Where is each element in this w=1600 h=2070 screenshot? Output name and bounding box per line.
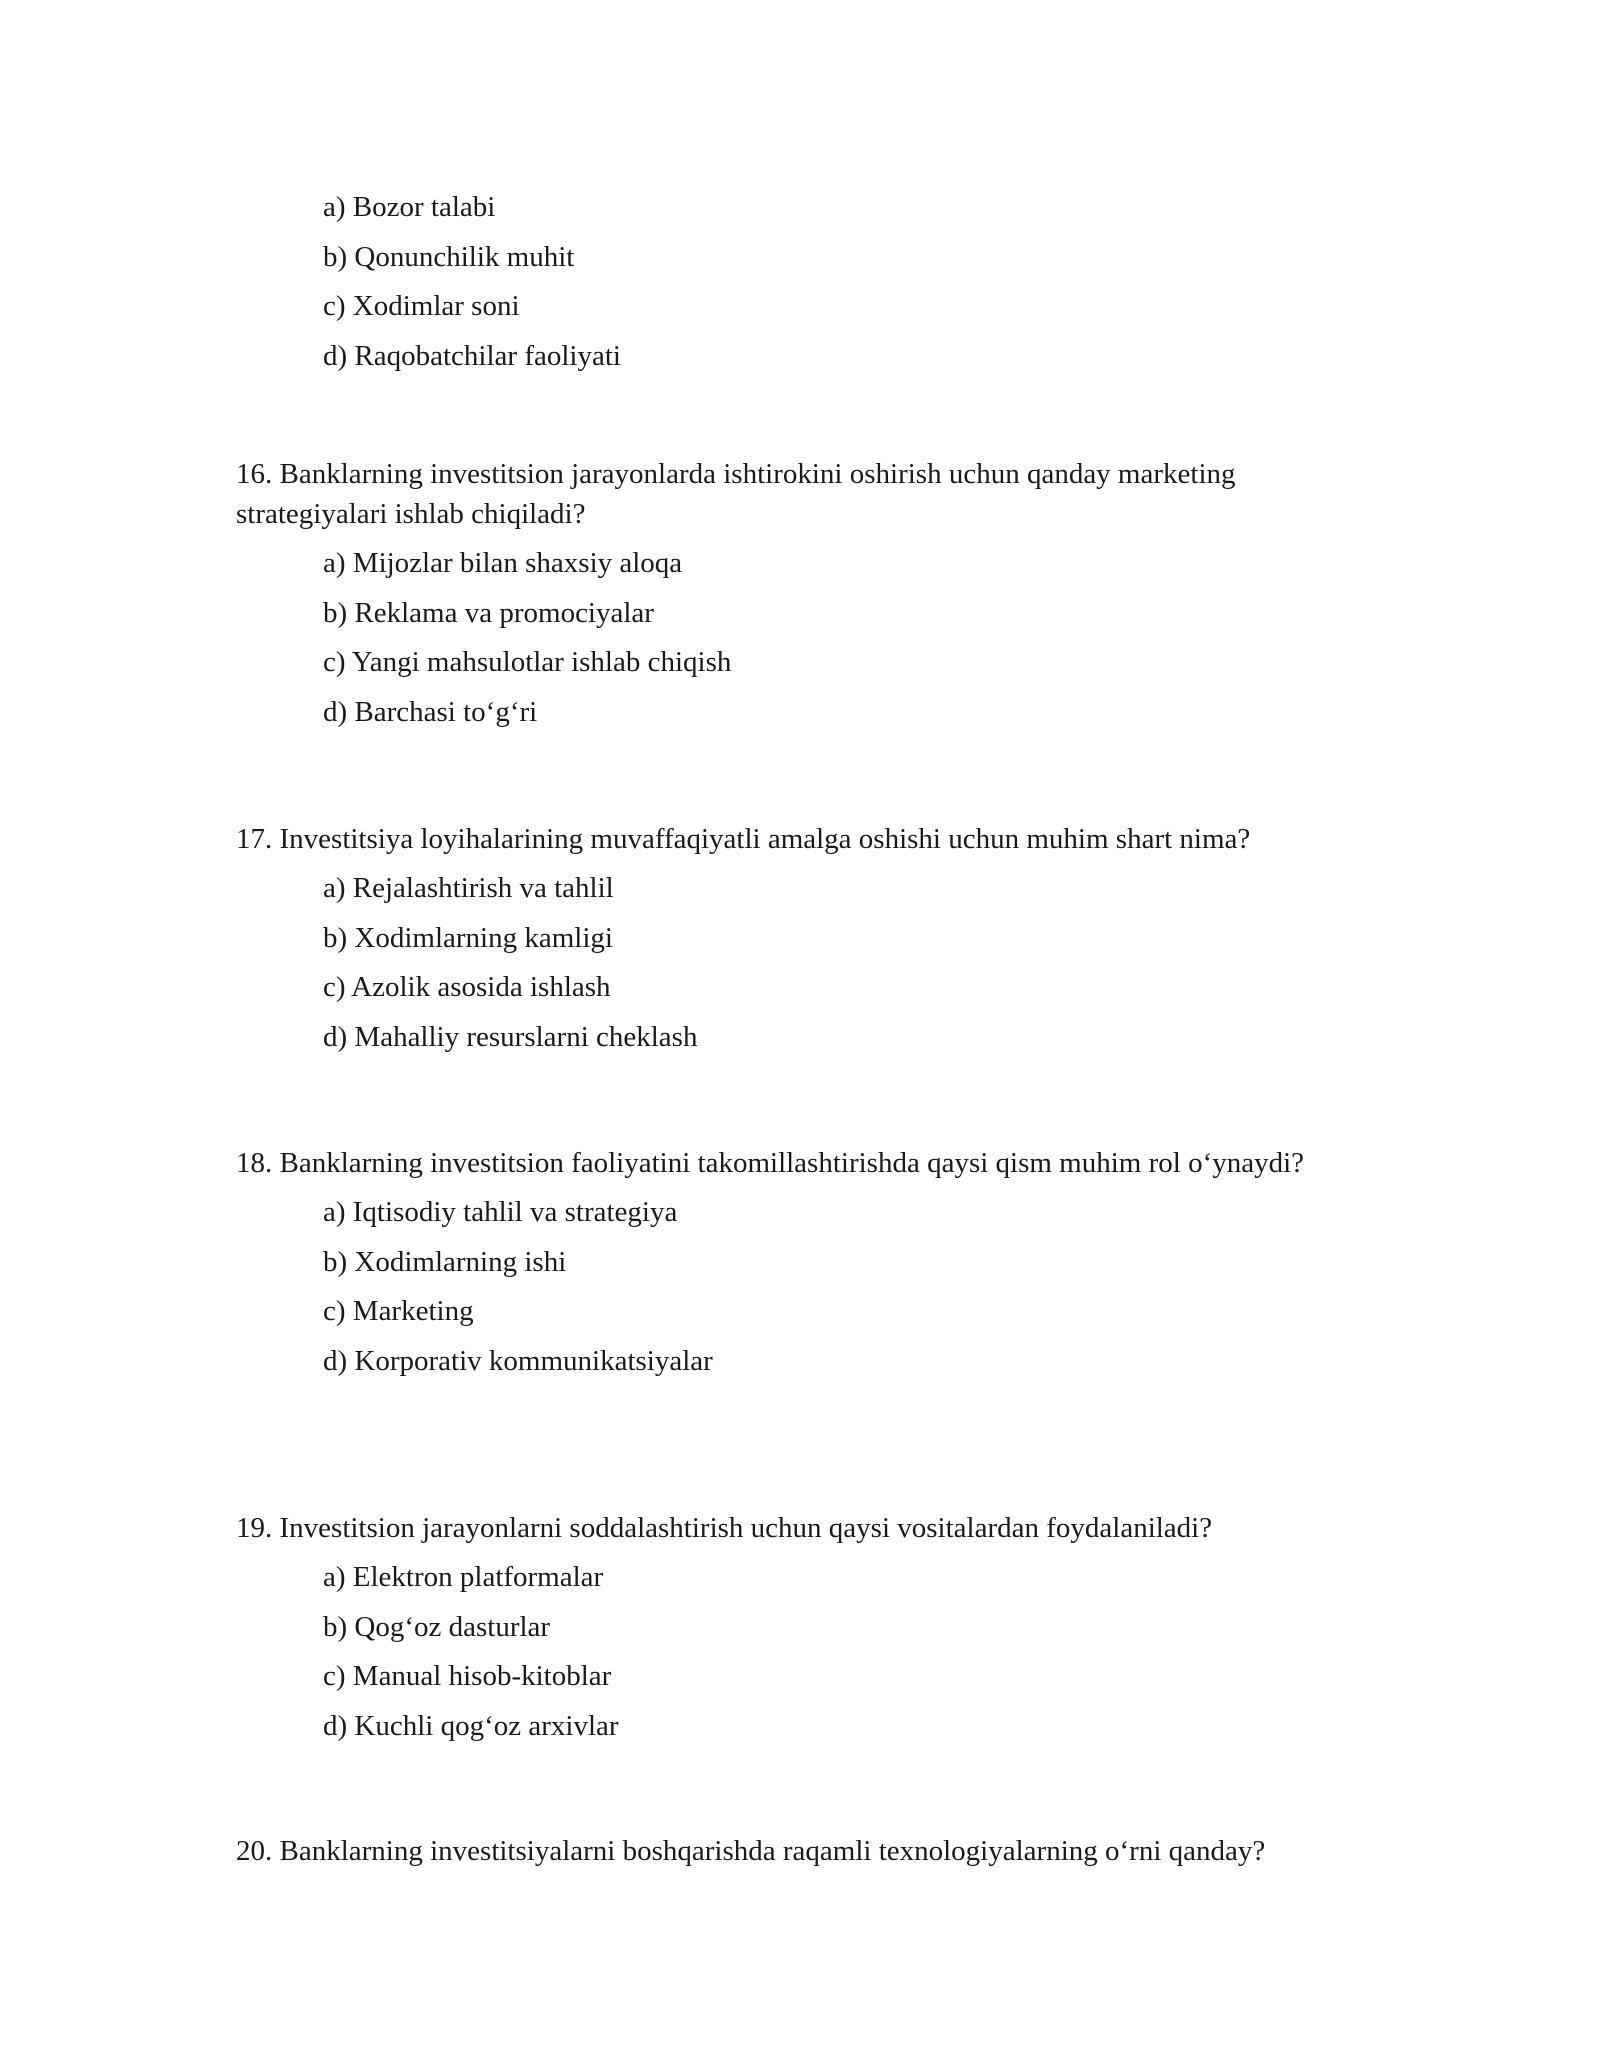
answer-option: b) Reklama va promociyalar [323,596,654,629]
answer-option: a) Elektron platformalar [323,1561,604,1593]
question-block-16 [0,454,1600,741]
question-text: 19. Investitsion jarayonlarni soddalashtirish uchun qaysi vositalardan foydalaniladi? [236,1512,1213,1544]
answer-option: a) Rejalashtirish va tahlil [323,872,614,904]
answer-option: b) Xodimlarning kamligi [323,921,613,954]
answer-option: a) Iqtisodiy tahlil va strategiya [323,1196,678,1228]
question-block-20 [0,1831,1600,1880]
answer-option: a) Bozor talabi [323,191,496,223]
question-text: 20. Banklarning investitsiyalarni boshqarishda raqamli texnologiyalarning o‘rni qanday? [236,1835,1266,1867]
answer-option: c) Marketing [323,1295,474,1327]
question-text: 16. Banklarning investitsion jarayonlarda ishtirokini oshirish uchun qanday marketing strategiyalari ishlab chiqiladi? [236,458,1236,530]
question-block-19 [0,1508,1600,1755]
question-text: 18. Banklarning investitsion faoliyatini takomillashtirishda qaysi qism muhim rol o‘ynaydi? [236,1147,1305,1179]
answer-option: c) Manual hisob-kitoblar [323,1660,612,1692]
answer-option: c) Azolik asosida ishlash [323,971,611,1003]
answer-option: a) Mijozlar bilan shaxsiy aloqa [323,547,683,579]
answer-option: b) Qog‘oz dasturlar [323,1610,551,1643]
question-block-17 [0,819,1600,1066]
answer-option: b) Qonunchilik muhit [323,240,575,273]
question-block-18 [0,1143,1600,1390]
answer-option: d) Mahalliy resurslarni cheklash [323,1020,698,1053]
answer-option: d) Kuchli qog‘oz arxivlar [323,1709,619,1742]
answer-option: d) Barchasi to‘g‘ri [323,695,538,728]
answer-option: b) Xodimlarning ishi [323,1245,567,1278]
answer-option: d) Raqobatchilar faoliyati [323,339,621,372]
question-text: 17. Investitsiya loyihalarining muvaffaqiyatli amalga oshishi uchun muhim shart nima? [236,823,1251,855]
answer-option: c) Xodimlar soni [323,290,520,322]
answer-option: d) Korporativ kommunikatsiyalar [323,1344,713,1377]
lead-options-list [0,187,1600,385]
answer-option: c) Yangi mahsulotlar ishlab chiqish [323,646,732,678]
